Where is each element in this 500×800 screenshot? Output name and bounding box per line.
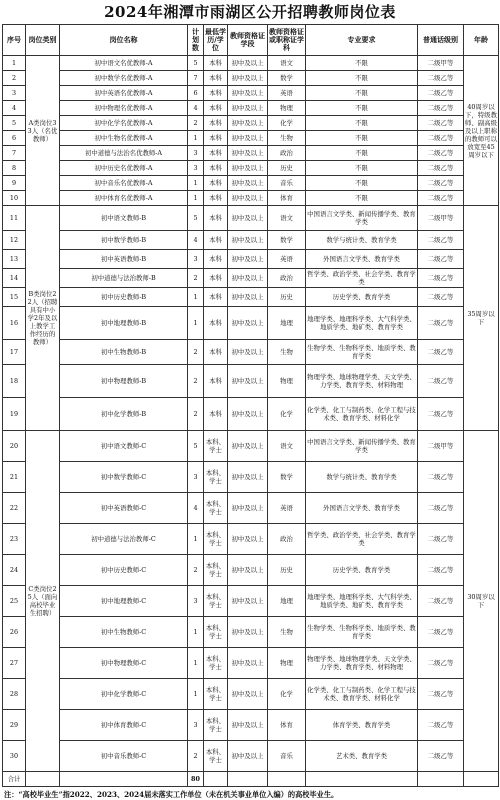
total-row	[3, 772, 499, 787]
table-row	[3, 398, 499, 431]
major-requirement: 不限	[306, 161, 418, 176]
major-requirement: 不限	[306, 56, 418, 71]
plan-count: 1	[188, 679, 204, 710]
position-name: 初中历史教师-B	[60, 288, 188, 307]
cert-stage: 初中及以上	[228, 741, 268, 772]
plan-count: 4	[188, 493, 204, 524]
col-header: 教师资格证或职称证学科	[268, 25, 306, 56]
major-requirement: 外国语言文学类、教育学类	[306, 250, 418, 269]
row-number: 17	[3, 340, 26, 365]
cert-subject: 化学	[268, 679, 306, 710]
cert-subject: 化学	[268, 116, 306, 131]
putonghua-level: 二级乙等	[418, 340, 464, 365]
min-education: 本科	[204, 206, 228, 231]
major-requirement: 不限	[306, 71, 418, 86]
position-category: B类岗位22人（招聘具有中小学2年及以上教学工作经历的教师）	[26, 206, 60, 431]
plan-count: 1	[188, 648, 204, 679]
min-education: 本科	[204, 161, 228, 176]
table-row	[3, 555, 499, 586]
col-header: 岗位类别	[26, 25, 60, 56]
table-row	[3, 206, 499, 231]
table-row	[3, 288, 499, 307]
row-number: 26	[3, 617, 26, 648]
cert-subject: 体育	[268, 191, 306, 206]
plan-count: 1	[188, 617, 204, 648]
min-education: 本科	[204, 71, 228, 86]
col-header: 专业要求	[306, 25, 418, 56]
position-category: A类岗位33人（名优教师）	[26, 56, 60, 206]
cert-stage: 初中及以上	[228, 231, 268, 250]
table-row	[3, 86, 499, 101]
position-name: 初中道德与法治教师-C	[60, 524, 188, 555]
min-education: 本科、学士	[204, 431, 228, 462]
position-name: 初中道德与法治教师-B	[60, 269, 188, 288]
major-requirement: 不限	[306, 191, 418, 206]
plan-count: 7	[188, 71, 204, 86]
cert-subject: 数学	[268, 231, 306, 250]
cert-subject: 地理	[268, 586, 306, 617]
row-number: 9	[3, 176, 26, 191]
plan-count: 1	[188, 176, 204, 191]
major-requirement: 生物学类、生物科学类、地质学类、教育学类	[306, 617, 418, 648]
plan-count: 5	[188, 56, 204, 71]
position-name: 初中历史教师-C	[60, 555, 188, 586]
cert-subject: 音乐	[268, 741, 306, 772]
putonghua-level: 二级乙等	[418, 146, 464, 161]
row-number: 23	[3, 524, 26, 555]
page-title: 2024年湘潭市雨湖区公开招聘教师岗位表	[104, 3, 396, 21]
min-education: 本科	[204, 116, 228, 131]
position-name: 初中体育名优教师-A	[60, 191, 188, 206]
cert-subject: 语文	[268, 431, 306, 462]
putonghua-level: 二级乙等	[418, 191, 464, 206]
putonghua-level: 二级乙等	[418, 101, 464, 116]
cert-stage: 初中及以上	[228, 56, 268, 71]
putonghua-level: 二级乙等	[418, 398, 464, 431]
row-number: 3	[3, 86, 26, 101]
row-number: 2	[3, 71, 26, 86]
cert-subject: 政治	[268, 146, 306, 161]
table-row	[3, 269, 499, 288]
position-name: 初中英语名优教师-A	[60, 86, 188, 101]
cert-subject: 政治	[268, 524, 306, 555]
row-number: 8	[3, 161, 26, 176]
plan-count: 1	[188, 524, 204, 555]
plan-count: 2	[188, 116, 204, 131]
min-education: 本科	[204, 101, 228, 116]
cert-subject: 地理	[268, 307, 306, 340]
plan-count: 2	[188, 340, 204, 365]
col-header: 计划数	[188, 25, 204, 56]
table-row	[3, 191, 499, 206]
plan-count: 1	[188, 191, 204, 206]
table-row	[3, 131, 499, 146]
min-education: 本科、学士	[204, 586, 228, 617]
table-row	[3, 462, 499, 493]
cert-subject: 英语	[268, 86, 306, 101]
col-header: 最低学历/学位	[204, 25, 228, 56]
cert-stage: 初中及以上	[228, 340, 268, 365]
table-row	[3, 307, 499, 340]
position-name: 初中体育教师-C	[60, 710, 188, 741]
min-education: 本科	[204, 307, 228, 340]
position-name: 初中道德与法治名优教师-A	[60, 146, 188, 161]
min-education: 本科	[204, 398, 228, 431]
plan-count: 3	[188, 462, 204, 493]
min-education: 本科、学士	[204, 741, 228, 772]
cert-stage: 初中及以上	[228, 710, 268, 741]
plan-count: 3	[188, 161, 204, 176]
putonghua-level: 二级甲等	[418, 56, 464, 71]
col-header: 序号	[3, 25, 26, 56]
position-name: 初中地理教师-B	[60, 307, 188, 340]
table-row	[3, 648, 499, 679]
cert-subject: 政治	[268, 269, 306, 288]
row-number: 1	[3, 56, 26, 71]
major-requirement: 化学类、化工与制药类、化学工程与技术类、教育学类、材料化学	[306, 679, 418, 710]
position-category: C类岗位25人（面向高校毕业生招聘）	[26, 431, 60, 772]
total-value: 80	[188, 772, 204, 787]
table-row	[3, 340, 499, 365]
cert-subject: 生物	[268, 617, 306, 648]
plan-count: 1	[188, 288, 204, 307]
min-education: 本科、学士	[204, 648, 228, 679]
cert-stage: 初中及以上	[228, 146, 268, 161]
cert-stage: 初中及以上	[228, 191, 268, 206]
footnote: 注：“高校毕业生”指2022、2023、2024届未落实工作单位（未在机关事业单位入编）的高校毕业生。	[4, 790, 339, 799]
header-row	[3, 25, 499, 56]
table-row	[3, 617, 499, 648]
row-number: 15	[3, 288, 26, 307]
putonghua-level: 二级甲等	[418, 206, 464, 231]
cert-subject: 物理	[268, 101, 306, 116]
plan-count: 2	[188, 365, 204, 398]
row-number: 13	[3, 250, 26, 269]
putonghua-level: 二级乙等	[418, 679, 464, 710]
cert-subject: 物理	[268, 648, 306, 679]
putonghua-level: 二级乙等	[418, 365, 464, 398]
col-header: 普通话级别	[418, 25, 464, 56]
col-header: 教师资格证学段	[228, 25, 268, 56]
major-requirement: 不限	[306, 146, 418, 161]
position-name: 初中物理教师-C	[60, 648, 188, 679]
age-requirement: 40周岁以下，特级教师、副高级及以上职称的教师可以放宽至45周岁以下	[464, 56, 499, 206]
position-name: 初中生物教师-B	[60, 340, 188, 365]
putonghua-level: 二级乙等	[418, 231, 464, 250]
row-number: 30	[3, 741, 26, 772]
table-row	[3, 524, 499, 555]
min-education: 本科、学士	[204, 555, 228, 586]
position-name: 初中化学教师-B	[60, 398, 188, 431]
min-education: 本科	[204, 340, 228, 365]
major-requirement: 生物学类、生物科学类、地质学类、教育学类	[306, 340, 418, 365]
cert-stage: 初中及以上	[228, 648, 268, 679]
cert-subject: 音乐	[268, 176, 306, 191]
row-number: 18	[3, 365, 26, 398]
cert-subject: 生物	[268, 131, 306, 146]
table-row	[3, 431, 499, 462]
col-header: 年龄	[464, 25, 499, 56]
positions-table	[2, 24, 499, 787]
major-requirement: 哲学类、政治学类、社会学类、教育学类	[307, 270, 416, 286]
min-education: 本科	[204, 250, 228, 269]
table-row	[3, 231, 499, 250]
major-requirement: 数学与统计类、教育学类	[306, 462, 418, 493]
putonghua-level: 二级乙等	[418, 586, 464, 617]
min-education: 本科	[204, 86, 228, 101]
position-name: 初中音乐名优教师-A	[60, 176, 188, 191]
min-education: 本科	[204, 365, 228, 398]
position-name: 初中语文教师-C	[60, 431, 188, 462]
position-name: 初中生物教师-C	[60, 617, 188, 648]
plan-count: 3	[188, 250, 204, 269]
total-label: 合计	[3, 772, 26, 787]
row-number: 22	[3, 493, 26, 524]
major-requirement: 不限	[306, 131, 418, 146]
putonghua-level: 二级乙等	[418, 288, 464, 307]
cert-subject: 历史	[268, 555, 306, 586]
row-number: 6	[3, 131, 26, 146]
table-row	[3, 250, 499, 269]
position-name: 初中语文名优教师-A	[60, 56, 188, 71]
position-name: 初中化学教师-C	[60, 679, 188, 710]
table-row	[3, 741, 499, 772]
plan-count: 6	[188, 86, 204, 101]
position-name: 初中语文教师-B	[60, 206, 188, 231]
table-row	[3, 116, 499, 131]
row-number: 24	[3, 555, 26, 586]
plan-count: 2	[188, 741, 204, 772]
cert-subject: 生物	[268, 340, 306, 365]
putonghua-level: 二级乙等	[418, 555, 464, 586]
plan-count: 4	[188, 231, 204, 250]
major-requirement: 化学类、化工与制药类、化学工程与技术类、教育学类、材料化学	[306, 398, 418, 431]
table-row	[3, 365, 499, 398]
position-name: 初中音乐教师-C	[60, 741, 188, 772]
major-requirement: 地理学类、地理科学类、大气科学类、地质学类、地矿类、教育学类	[306, 586, 418, 617]
plan-count: 3	[188, 586, 204, 617]
table-row	[3, 493, 499, 524]
position-name: 初中数学教师-B	[60, 231, 188, 250]
table-row	[3, 101, 499, 116]
putonghua-level: 二级乙等	[418, 71, 464, 86]
cert-stage: 初中及以上	[228, 116, 268, 131]
plan-count: 3	[188, 146, 204, 161]
major-requirement: 不限	[306, 101, 418, 116]
cert-stage: 初中及以上	[228, 617, 268, 648]
plan-count: 5	[188, 206, 204, 231]
cert-subject: 语文	[268, 56, 306, 71]
position-name: 初中化学名优教师-A	[60, 116, 188, 131]
cert-stage: 初中及以上	[228, 269, 268, 288]
min-education: 本科	[204, 288, 228, 307]
table-row	[3, 71, 499, 86]
plan-count: 2	[188, 269, 204, 288]
cert-stage: 初中及以上	[228, 555, 268, 586]
min-education: 本科、学士	[204, 524, 228, 555]
table-row	[3, 176, 499, 191]
min-education: 本科、学士	[204, 493, 228, 524]
putonghua-level: 二级乙等	[418, 493, 464, 524]
position-name: 初中英语教师-B	[60, 250, 188, 269]
putonghua-level: 二级乙等	[418, 176, 464, 191]
major-requirement: 不限	[306, 116, 418, 131]
table-row	[3, 679, 499, 710]
major-requirement: 艺术类、教育学类	[306, 741, 418, 772]
min-education: 本科	[204, 146, 228, 161]
table-row	[3, 146, 499, 161]
row-number: 19	[3, 398, 26, 431]
putonghua-level: 二级乙等	[418, 710, 464, 741]
putonghua-level: 二级乙等	[418, 741, 464, 772]
cert-stage: 初中及以上	[228, 206, 268, 231]
major-requirement: 物理学类、地球物理学类、天文学类、力学类、教育学类、材料物理	[306, 365, 418, 398]
major-requirement: 地理学类、地理科学类、大气科学类、地质学类、地矿类、教育学类	[306, 307, 418, 340]
min-education: 本科、学士	[204, 710, 228, 741]
cert-stage: 初中及以上	[228, 307, 268, 340]
min-education: 本科	[204, 269, 228, 288]
position-name: 初中物理教师-B	[60, 365, 188, 398]
plan-count: 5	[188, 431, 204, 462]
row-number: 12	[3, 231, 26, 250]
row-number: 20	[3, 431, 26, 462]
min-education: 本科	[204, 131, 228, 146]
age-requirement: 35周岁以下	[464, 206, 499, 431]
position-name: 初中数学教师-C	[60, 462, 188, 493]
cert-subject: 历史	[268, 288, 306, 307]
major-requirement: 体育学类、教育学类	[306, 710, 418, 741]
putonghua-level: 二级乙等	[418, 524, 464, 555]
row-number: 25	[3, 586, 26, 617]
position-name: 初中地理教师-C	[60, 586, 188, 617]
cert-stage: 初中及以上	[228, 176, 268, 191]
cert-stage: 初中及以上	[228, 71, 268, 86]
putonghua-level: 二级乙等	[418, 250, 464, 269]
row-number: 11	[3, 206, 26, 231]
table-row	[3, 56, 499, 71]
major-requirement: 历史学类、教育学类	[306, 288, 418, 307]
row-number: 5	[3, 116, 26, 131]
putonghua-level: 二级乙等	[418, 86, 464, 101]
cert-subject: 英语	[268, 493, 306, 524]
cert-stage: 初中及以上	[228, 161, 268, 176]
cert-subject: 数学	[268, 71, 306, 86]
plan-count: 2	[188, 398, 204, 431]
cert-stage: 初中及以上	[228, 524, 268, 555]
putonghua-level: 二级乙等	[418, 161, 464, 176]
row-number: 16	[3, 307, 26, 340]
plan-count: 4	[188, 101, 204, 116]
row-number: 27	[3, 648, 26, 679]
min-education: 本科、学士	[204, 462, 228, 493]
min-education: 本科、学士	[204, 679, 228, 710]
putonghua-level: 二级乙等	[418, 462, 464, 493]
row-number: 29	[3, 710, 26, 741]
putonghua-level: 二级乙等	[418, 648, 464, 679]
cert-stage: 初中及以上	[228, 398, 268, 431]
cert-stage: 初中及以上	[228, 101, 268, 116]
putonghua-level: 二级乙等	[418, 307, 464, 340]
cert-subject: 数学	[268, 462, 306, 493]
major-requirement: 数学与统计类、教育学类	[306, 231, 418, 250]
table-row	[3, 161, 499, 176]
age-requirement: 30周岁以下	[464, 431, 499, 772]
putonghua-level: 二级乙等	[418, 617, 464, 648]
cert-stage: 初中及以上	[228, 431, 268, 462]
cert-stage: 初中及以上	[228, 250, 268, 269]
cert-stage: 初中及以上	[228, 131, 268, 146]
putonghua-level: 二级甲等	[418, 431, 464, 462]
putonghua-level: 二级乙等	[418, 131, 464, 146]
row-number: 14	[3, 269, 26, 288]
min-education: 本科、学士	[204, 617, 228, 648]
cert-subject: 化学	[268, 398, 306, 431]
major-requirement: 中国语言文学类、新闻传播学类、教育学类	[306, 431, 418, 462]
plan-count: 1	[188, 131, 204, 146]
cert-subject: 物理	[268, 365, 306, 398]
min-education: 本科	[204, 191, 228, 206]
row-number: 21	[3, 462, 26, 493]
major-requirement: 中国语言文学类、新闻传播学类、教育学类	[306, 206, 418, 231]
plan-count: 2	[188, 555, 204, 586]
cert-stage: 初中及以上	[228, 462, 268, 493]
min-education: 本科	[204, 56, 228, 71]
cert-subject: 体育	[268, 710, 306, 741]
major-requirement: 不限	[306, 86, 418, 101]
major-requirement: 外国语言文学类、教育学类	[306, 493, 418, 524]
major-requirement: 哲学类、政治学类、社会学类、教育学类	[306, 524, 418, 555]
min-education: 本科	[204, 176, 228, 191]
cert-subject: 历史	[268, 161, 306, 176]
cert-stage: 初中及以上	[228, 288, 268, 307]
table-row	[3, 710, 499, 741]
row-number: 28	[3, 679, 26, 710]
cert-stage: 初中及以上	[228, 679, 268, 710]
cert-stage: 初中及以上	[228, 586, 268, 617]
min-education: 本科	[204, 231, 228, 250]
position-name: 初中物理名优教师-A	[60, 101, 188, 116]
major-requirement: 历史学类、教育学类	[306, 555, 418, 586]
cert-stage: 初中及以上	[228, 365, 268, 398]
cert-subject: 语文	[268, 206, 306, 231]
plan-count: 1	[188, 307, 204, 340]
cert-subject: 英语	[268, 250, 306, 269]
major-requirement: 物理学类、地球物理学类、天文学类、力学类、教育学类、材料物理	[306, 648, 418, 679]
position-name: 初中历史名优教师-A	[60, 161, 188, 176]
position-name: 初中生物名优教师-A	[60, 131, 188, 146]
row-number: 10	[3, 191, 26, 206]
position-name: 初中英语教师-C	[60, 493, 188, 524]
row-number: 7	[3, 146, 26, 161]
putonghua-level: 二级乙等	[418, 269, 464, 288]
major-requirement: 不限	[306, 176, 418, 191]
plan-count: 3	[188, 710, 204, 741]
col-header: 岗位名称	[60, 25, 188, 56]
table-row	[3, 586, 499, 617]
cert-stage: 初中及以上	[228, 493, 268, 524]
position-name: 初中数学名优教师-A	[60, 71, 188, 86]
row-number: 4	[3, 101, 26, 116]
putonghua-level: 二级乙等	[418, 116, 464, 131]
cert-stage: 初中及以上	[228, 86, 268, 101]
